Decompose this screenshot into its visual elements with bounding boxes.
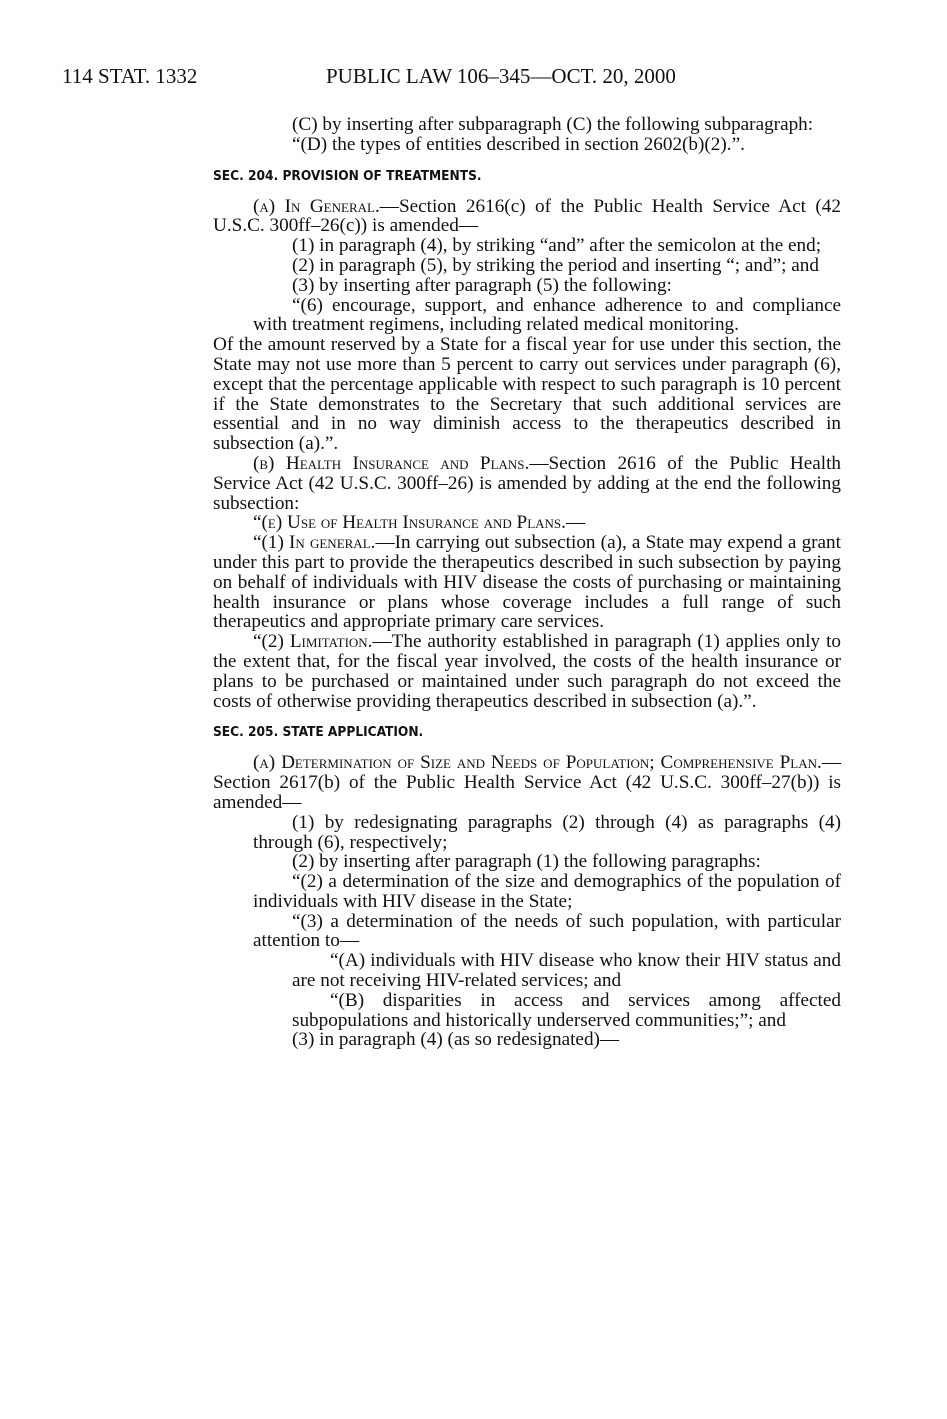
paragraph (213, 335, 841, 454)
paragraph (213, 753, 841, 812)
paragraph (213, 454, 841, 513)
paragraph-text: (2) by inserting after paragraph (1) the following paragraphs: (292, 851, 761, 873)
paragraph-text: —Section 2617(b) of the Public Health Service Act (42 U.S.C. 300ff–27(b)) is amended— (213, 752, 841, 813)
paragraph (213, 513, 841, 533)
paragraph (213, 135, 841, 155)
paragraph-text: “(3) a determination of the needs of such population, with particular attention to— (253, 910, 841, 952)
paragraph-text: —In carrying out subsection (a), a State may expend a grant under this part to provide the therapeutics described in such subsection by paying on behalf of individuals with HIV disease the costs of purchasing or maintaining health insurance or plans whose coverage includes a full range of such therapeutics and appropriate primary care services. (213, 532, 841, 633)
paragraph (213, 533, 841, 632)
paragraph (213, 276, 841, 296)
paragraph-text: Of the amount reserved by a State for a fiscal year for use under this section, the State may not use more than 5 percent to carry out services under paragraph (6), except that the percentage applicable with respect to such paragraph is 10 percent if the State demonstrates to the Secretary that such additional services are essential and in no way diminish access to the therapeutics described in subsection (a).”. (213, 334, 841, 455)
section-heading: SEC. 205. STATE APPLICATION. (213, 724, 424, 741)
paragraph (213, 991, 841, 1031)
paragraph-text: (C) by inserting after subparagraph (C) the following subparagraph: (292, 114, 814, 135)
paragraph (213, 951, 841, 991)
paragraph (213, 197, 841, 237)
paragraph-text: “(B) disparities in access and services among affected subpopulations and historically underserved communities;”; and (292, 989, 841, 1031)
subsection-heading: (a) Determination of Size and Needs of Population; Comprehensive Plan. (253, 752, 822, 774)
statute-page-number: 114 STAT. 1332 (62, 64, 198, 88)
paragraph (213, 236, 841, 256)
paragraph-text: (1) in paragraph (4), by striking “and” after the semicolon at the end; (292, 235, 822, 257)
paragraph (213, 296, 841, 336)
public-law-title: PUBLIC LAW 106–345—OCT. 20, 2000 (326, 64, 676, 88)
paragraph-text: —The authority established in paragraph (1) applies only to the extent that, for the fiscal year involved, the costs of the health insurance or plans to be purchased or maintained under such paragraph do not exceed the costs of otherwise providing therapeutics described in subsection (a).”. (213, 631, 841, 712)
subsection-heading: “(1) In general. (253, 532, 376, 554)
paragraph-text: (3) in paragraph (4) (as so redesignated)— (292, 1029, 620, 1051)
section-heading: SEC. 204. PROVISION OF TREATMENTS. (213, 167, 482, 184)
paragraph (213, 813, 841, 853)
paragraph-text: (3) by inserting after paragraph (5) the following: (292, 274, 672, 296)
paragraph (213, 632, 841, 711)
paragraph (213, 872, 841, 912)
paragraph (213, 256, 841, 276)
paragraph-text: —Section 2616(c) of the Public Health Service Act (42 U.S.C. 300ff–26(c)) is amended— (213, 195, 841, 237)
paragraph (213, 852, 841, 872)
paragraph-text: “(2) a determination of the size and demographics of the population of individuals with HIV disease in the State; (253, 871, 841, 912)
paragraph-text: — (565, 512, 586, 534)
subsection-heading: (b) Health Insurance and Plans. (253, 452, 530, 474)
paragraph-text: (1) by redesignating paragraphs (2) through (4) as paragraphs (4) through (6), respectively; (253, 811, 841, 853)
paragraph-text: (2) in paragraph (5), by striking the period and inserting “; and”; and (292, 254, 819, 276)
paragraph-text: “(6) encourage, support, and enhance adherence to and compliance with treatment regimens, including related medical monitoring. (253, 294, 841, 336)
paragraph-text: “(D) the types of entities described in section 2602(b)(2).”. (292, 133, 745, 155)
paragraph (213, 115, 841, 135)
subsection-heading: (a) In General. (253, 195, 380, 217)
subsection-heading: “(2) Limitation. (253, 631, 373, 653)
subsection-heading: “(e) Use of Health Insurance and Plans. (253, 512, 566, 534)
paragraph-text: —Section 2616 of the Public Health Service Act (42 U.S.C. 300ff–26) is amended by adding at the end the following subsection: (213, 452, 841, 514)
paragraph (213, 912, 841, 952)
paragraph (213, 1030, 841, 1050)
paragraph-text: “(A) individuals with HIV disease who know their HIV status and are not receiving HIV-related services; and (292, 950, 841, 992)
document-body (213, 115, 841, 1050)
